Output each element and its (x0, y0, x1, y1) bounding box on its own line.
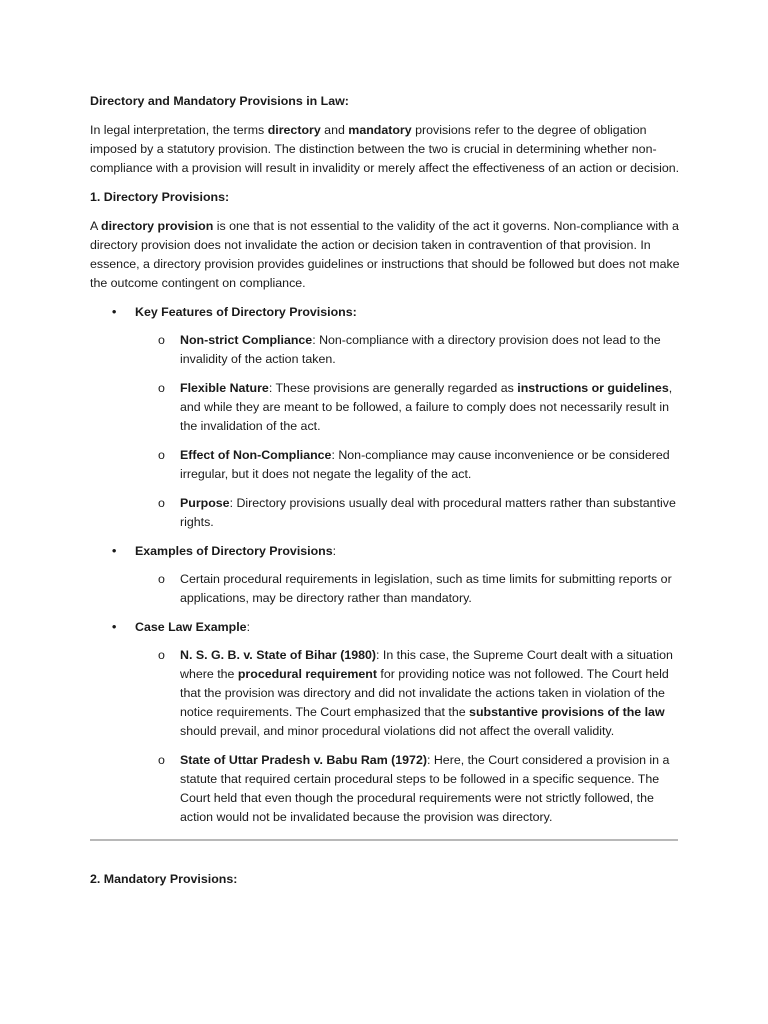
list-item-text: : Non-compliance with a directory provision does not lead to the invalidity of the action taken. (180, 333, 661, 366)
sub-bullet-marker: o (158, 496, 165, 510)
list-item-text: for providing notice was not followed. The Court held that the provision was directory and did not invalidate the actions taken in violation of the notice requirements. The Court emphasized that the (180, 667, 669, 719)
intro-term-mandatory: mandatory (348, 123, 412, 137)
list-item-text: : In this case, the Supreme Court dealt with a situation where the (180, 648, 673, 681)
section1-text: A (90, 219, 102, 233)
list-item-text: : Here, the Court considered a provision in a statute that required certain procedural steps to be followed in a specific sequence. The Court held that even though the procedural requirements were not strictly followed, the action would not be invalidated because the provision was directory. (180, 753, 670, 824)
list-item-term: substantive provisions of the law (469, 705, 665, 719)
sub-bullet-marker: o (158, 648, 165, 662)
page-title: Directory and Mandatory Provisions in Law: (90, 94, 349, 108)
list-item (90, 751, 680, 827)
bullet-label: Case Law Example (135, 620, 247, 634)
bullet-examples (90, 542, 680, 561)
bullet-colon: : (246, 620, 251, 634)
list-item-text: : These provisions are generally regarded as (268, 381, 518, 395)
bullet-label: Examples of Directory Provisions (135, 544, 333, 558)
bullet-marker: • (112, 544, 117, 558)
intro-term-directory: directory (267, 123, 321, 137)
list-item-term: Purpose (180, 496, 230, 510)
list-item (90, 646, 680, 741)
section1-text: is one that is not essential to the validity of the act it governs. Non-compliance with a directory provision does not invalidate the action or decision taken in contravention of that provision. In essence, a directory provision provides guidelines or instructions that should be followed but does not make the outcome contingent on compliance. (90, 219, 680, 290)
list-item (90, 494, 680, 532)
section1-paragraph (90, 217, 680, 293)
section2-heading: 2. Mandatory Provisions: (90, 872, 238, 886)
section1-term: directory provision (101, 219, 214, 233)
section1-heading: 1. Directory Provisions: (90, 190, 230, 204)
sub-bullet-marker: o (158, 448, 165, 462)
list-item-term: procedural requirement (237, 667, 377, 681)
document-body (90, 92, 680, 889)
bullet-marker: • (112, 620, 117, 634)
list-item (90, 331, 680, 369)
list-item-text: : Directory provisions usually deal with procedural matters rather than substantive rights. (180, 496, 676, 529)
intro-text: provisions refer to the degree of obligation imposed by a statutory provision. The distinction between the two is crucial in determining whether non-compliance with a provision will result in invalidity or merely affect the effectiveness of an action or decision. (90, 123, 680, 175)
intro-text: In legal interpretation, the terms (90, 123, 268, 137)
list-item-term: instructions or guidelines (517, 381, 669, 395)
bullet-label: Key Features of Directory Provisions: (135, 305, 357, 319)
sub-bullet-marker: o (158, 572, 165, 586)
intro-paragraph (90, 121, 680, 178)
intro-text: and (320, 123, 349, 137)
list-item-term: Effect of Non-Compliance (180, 448, 332, 462)
list-item-term: Non-strict Compliance (180, 333, 313, 347)
list-item (90, 379, 680, 436)
case-name: N. S. G. B. v. State of Bihar (1980) (180, 648, 377, 662)
sub-bullet-marker: o (158, 753, 165, 767)
bullet-case-law (90, 618, 680, 637)
list-item-text: , and while they are meant to be followed, a failure to comply does not necessarily result in the invalidation of the act. (180, 381, 673, 433)
sub-bullet-marker: o (158, 333, 165, 347)
bullet-colon: : (332, 544, 337, 558)
bullet-key-features (90, 303, 680, 322)
list-item (90, 446, 680, 484)
list-item-text: : Non-compliance may cause inconvenience or be considered irregular, but it does not negate the legality of the act. (180, 448, 670, 481)
case-name: State of Uttar Pradesh v. Babu Ram (1972) (180, 753, 427, 767)
list-item-text: should prevail, and minor procedural violations did not affect the overall validity. (180, 724, 615, 738)
bullet-marker: • (112, 305, 117, 319)
sub-bullet-marker: o (158, 381, 165, 395)
list-item-text: Certain procedural requirements in legislation, such as time limits for submitting reports or applications, may be directory rather than mandatory. (180, 572, 672, 605)
list-item (90, 570, 680, 608)
horizontal-divider (90, 839, 678, 841)
list-item-term: Flexible Nature (180, 381, 269, 395)
